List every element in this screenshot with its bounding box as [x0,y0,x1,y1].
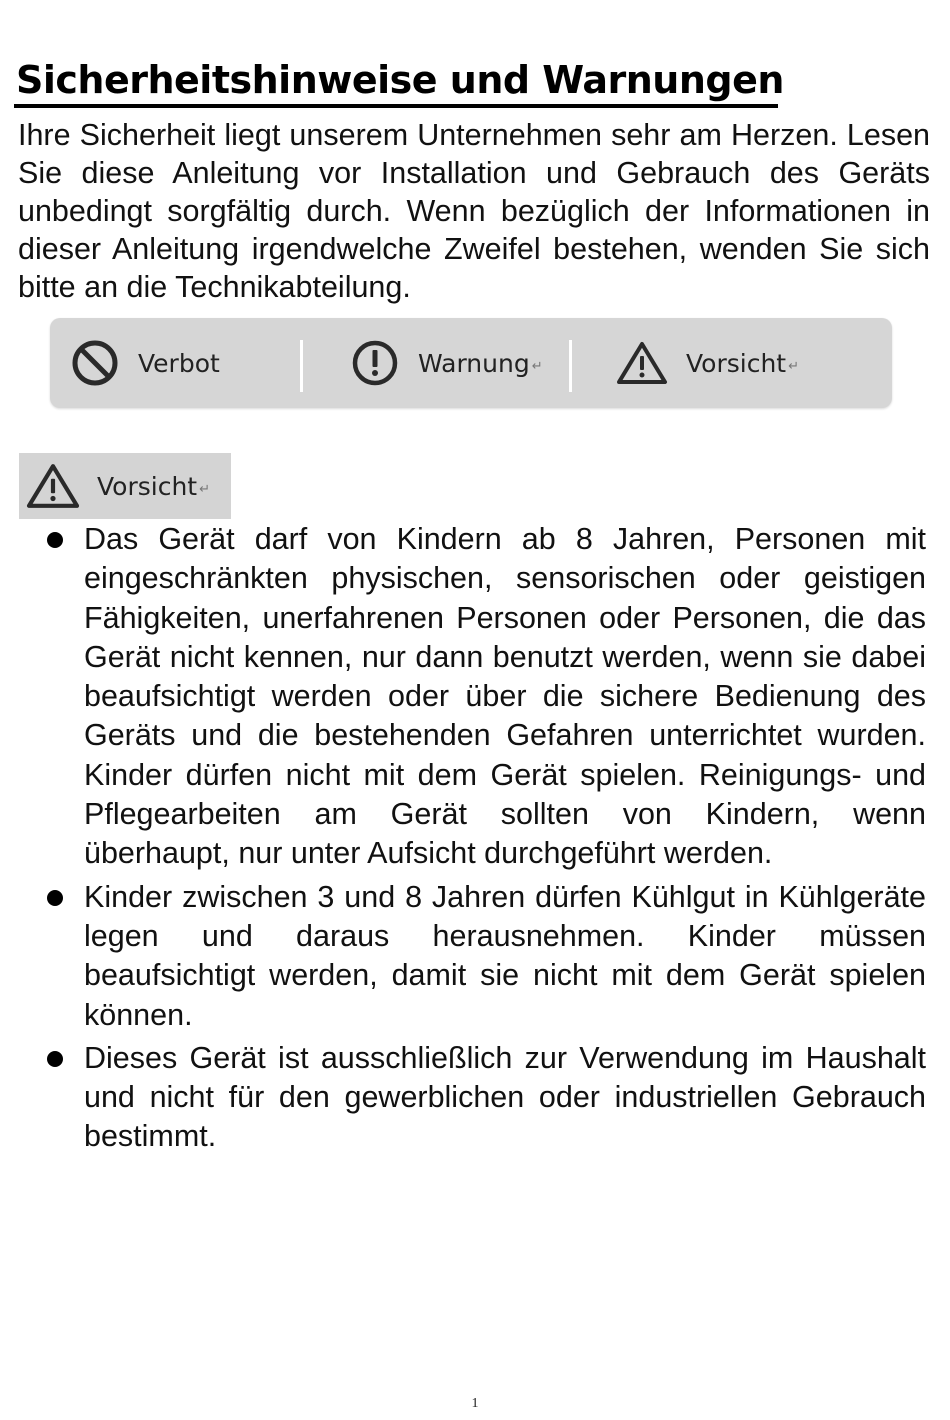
paragraph-mark-icon: ↵ [199,481,211,496]
list-item [84,520,926,874]
legend-divider [569,340,572,392]
title-underline [14,104,778,108]
paragraph-mark-icon: ↵ [531,358,543,373]
safety-bullet-list [0,520,950,1161]
list-item-text: Kinder zwischen 3 und 8 Jahren dürfen Kühlgut in Kühlgeräte legen und daraus herausnehmen. Kinder müssen beaufsichtigt werden, damit sie nicht mit dem Gerät spielen können. [84,879,926,1032]
page-title: Sicherheitshinweise und Warnungen [16,58,784,102]
intro-paragraph: Ihre Sicherheit liegt unserem Unternehmen sehr am Herzen. Lesen Sie diese Anleitung vor Installation und Gebrauch des Geräts unbedingt sorgfältig durch. Wenn bezüglich der Informationen in dieser Anleitung irgendwelche Zweifel bestehen, wenden Sie sich bitte an die Technikabteilung. [18,118,930,304]
prohibition-icon [70,338,120,388]
list-item [84,878,926,1035]
page-number: 1 [471,1396,479,1411]
legend-label-verbot: Verbot [138,348,220,378]
list-item [84,1039,926,1157]
bullet-icon [47,1051,63,1067]
list-item-text: Dieses Gerät ist ausschließlich zur Verwendung im Haushalt und nicht für den gewerblichen oder industriellen Gebrauch bestimmt. [84,1040,926,1154]
exclamation-circle-icon [350,338,400,388]
legend-divider [300,340,303,392]
legend-label-vorsicht: Vorsicht [686,348,787,378]
legend-item-warnung [350,318,543,408]
warning-triangle-icon [25,462,81,510]
legend-item-verbot [70,318,220,408]
legend-label-warnung: Warnung [418,348,530,378]
warning-triangle-icon [616,340,668,386]
caution-badge-label: Vorsicht [97,471,198,501]
list-item-text: Das Gerät darf von Kindern ab 8 Jahren, Personen mit eingeschränkten physischen, sensorischen oder geistigen Fähigkeiten, unerfahrenen Personen oder Personen, die das Gerät nicht kennen, nur dann benutzt werden, wenn sie dabei beaufsichtigt werden oder über die sichere Bedienung des Geräts und die bestehenden Gefahren unterrichtet wurden. Kinder dürfen nicht mit dem Gerät spielen. Reinigungs- und Pflegearbeiten am Gerät sollten von Kindern, wenn überhaupt, nur unter Aufsicht durchgeführt werden. [84,522,926,871]
caution-section-badge [19,453,231,519]
bullet-icon [47,890,63,906]
bullet-icon [47,532,63,548]
paragraph-mark-icon: ↵ [788,358,800,373]
symbol-legend [50,318,892,408]
legend-item-vorsicht [616,318,799,408]
